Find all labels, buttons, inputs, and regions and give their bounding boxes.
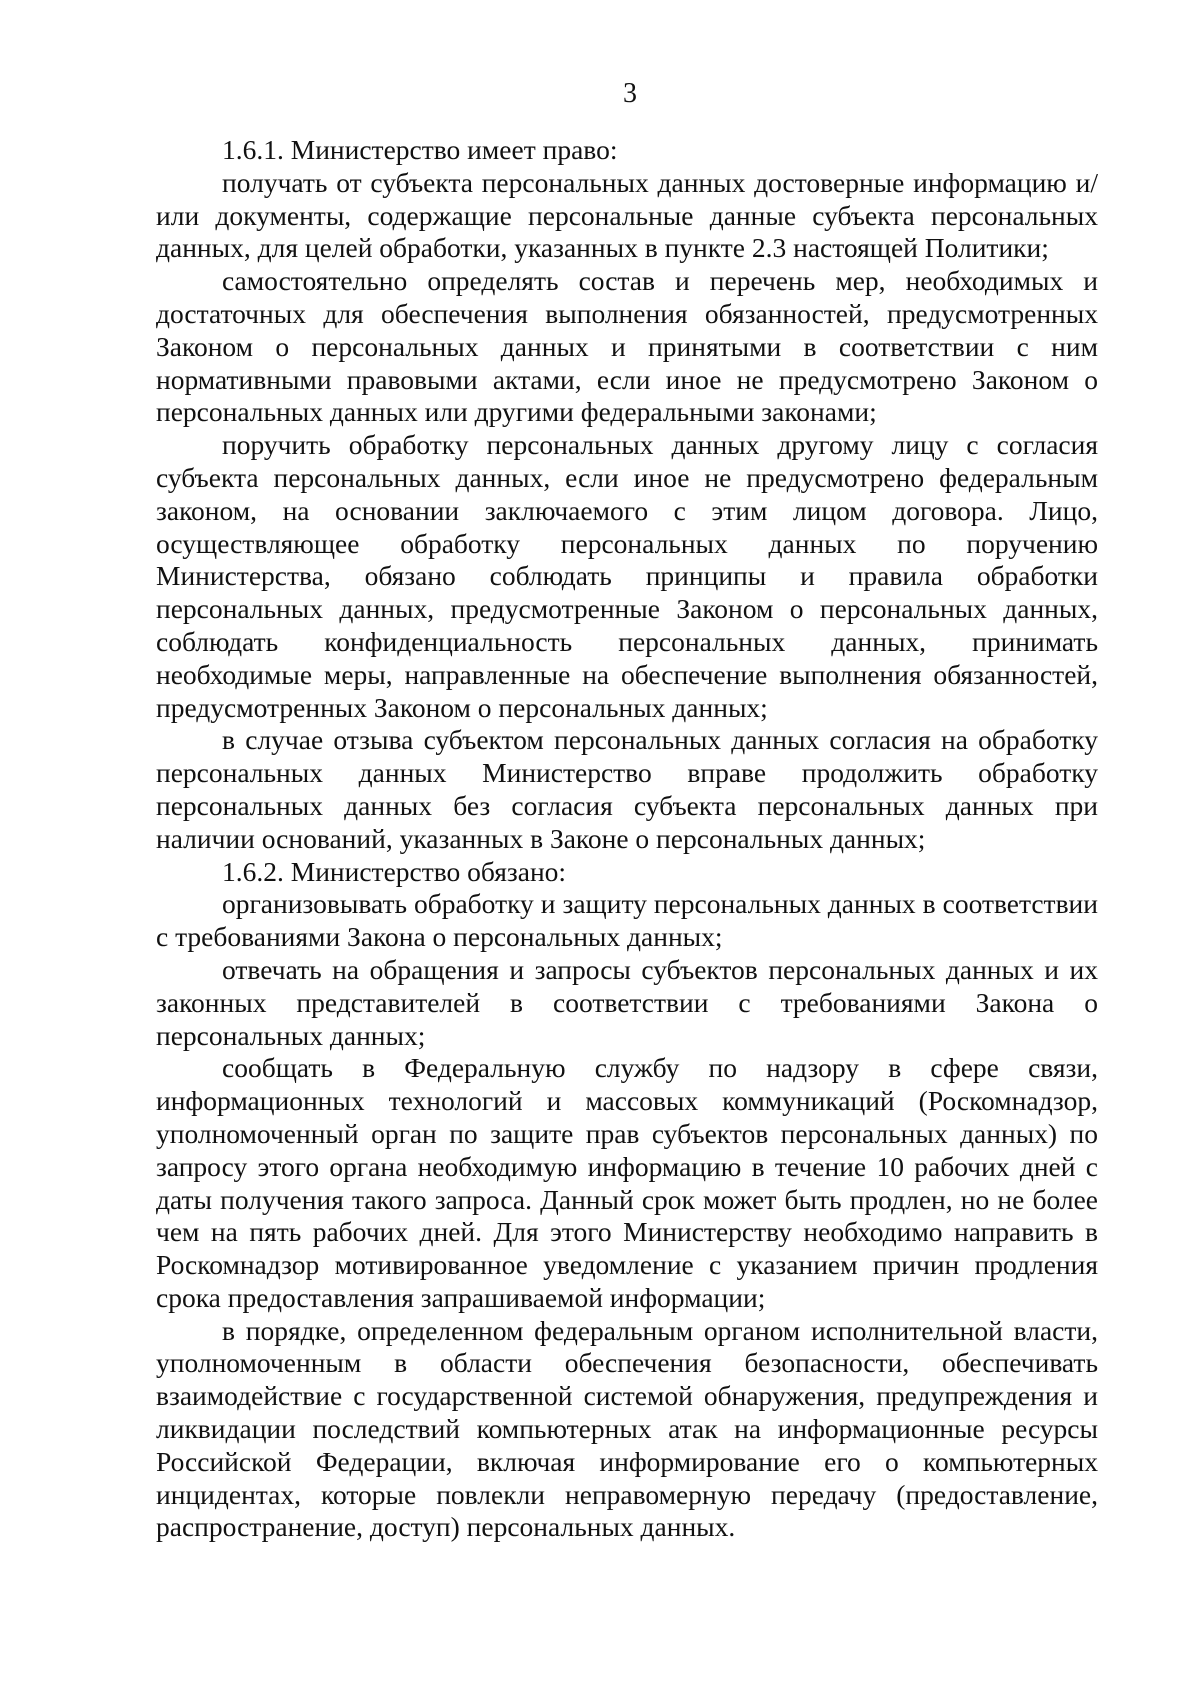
paragraph: отвечать на обращения и запросы субъектов персональных данных и их законных представителей в соответствии с требованиями Закона о персональных данных; [156,953,1098,1051]
document-body [156,134,1098,1544]
paragraph: получать от субъекта персональных данных достоверные информацию и/или документы, содержащие персональные данные субъекта персональных данных, для целей обработки, указанных в пункте 2.3 настоящей Политики; [156,166,1098,264]
paragraph: поручить обработку персональных данных другому лицу с согласия субъекта персональных данных, если иное не предусмотрено федеральным законом, на основании заключаемого с этим лицом договора. Лицо, осуществляющее обработку персональных данных по поручению Министерства, обязано соблюдать принципы и правила обработки персональных данных, предусмотренные Законом о персональных данных, соблюдать конфиденциальность персональных данных, принимать необходимые меры, направленные на обеспечение выполнения обязанностей, предусмотренных Законом о персональных данных; [156,429,1098,723]
paragraph: в случае отзыва субъектом персональных данных согласия на обработку персональных данных Министерство вправе продолжить обработку персональных данных без согласия субъекта персональных данных при наличии оснований, указанных в Законе о персональных данных; [156,724,1098,854]
paragraph: в порядке, определенном федеральным органом исполнительной власти, уполномоченным в области обеспечения безопасности, обеспечивать взаимодействие с государственной системой обнаружения, предупреждения и ликвидации последствий компьютерных атак на информационные ресурсы Российской Федерации, включая информирование его о компьютерных инцидентах, которые повлекли неправомерную передачу (предоставление, распространение, доступ) персональных данных. [156,1314,1098,1543]
paragraph: организовывать обработку и защиту персональных данных в соответствии с требованиями Закона о персональных данных; [156,888,1098,953]
section-heading-obligations: 1.6.2. Министерство обязано: [222,855,567,887]
page-number: 3 [623,78,637,109]
section-heading-rights: 1.6.1. Министерство имеет право: [222,134,618,165]
paragraph: сообщать в Федеральную службу по надзору в сфере связи, информационных технологий и массовых коммуникаций (Роскомнадзор, уполномоченный орган по защите прав субъектов персональных данных) по запросу этого органа необходимую информацию в течение 10 рабочих дней с даты получения такого запроса. Данный срок может быть продлен, но не более чем на пять рабочих дней. Для этого Министерству необходимо направить в Роскомнадзор мотивированное уведомление с указанием причин продления срока предоставления запрашиваемой информации; [156,1052,1098,1313]
paragraph: самостоятельно определять состав и перечень мер, необходимых и достаточных для обеспечения выполнения обязанностей, предусмотренных Законом о персональных данных и принятыми в соответствии с ним нормативными правовыми актами, если иное не предусмотрено Законом о персональных данных или другими федеральными законами; [156,265,1098,428]
